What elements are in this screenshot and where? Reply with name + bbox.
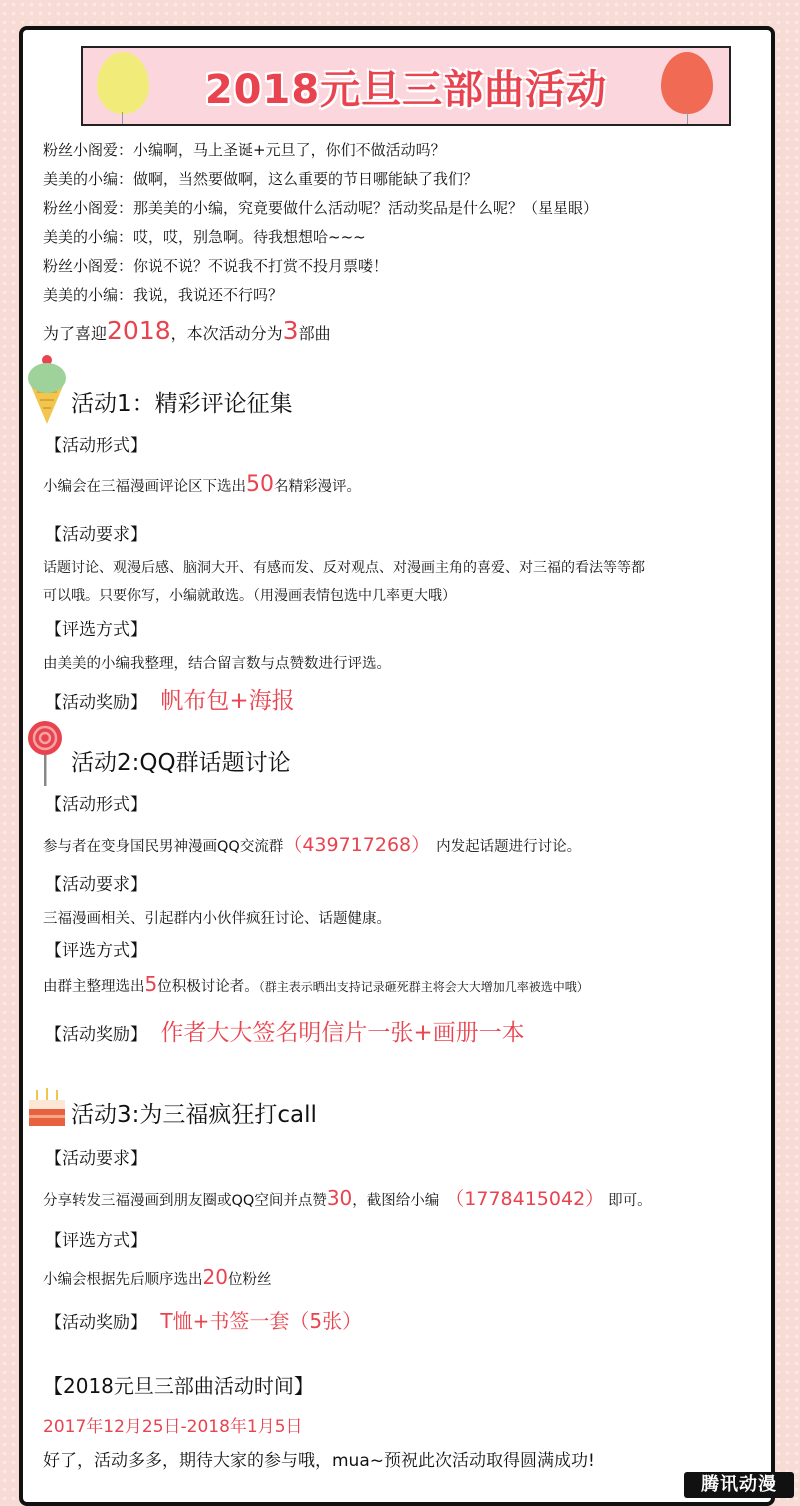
activity1-req-line2: 可以哦。只要你写，小编就敢选。（用漫画表情包选中几率更大哦）: [43, 588, 456, 604]
dialogue-line-1: 粉丝小阁爱：小编啊，马上圣诞+元旦了，你们不做活动吗？: [43, 141, 446, 159]
dialogue-line-5: 粉丝小阁爱：你说不说？不说我不打赏不投月票喽！: [43, 257, 389, 275]
schedule-dates: 2017年12月25日-2018年1月5日: [43, 1417, 303, 1437]
lollipop-icon: [27, 720, 63, 788]
activity1-reward-row: [45, 682, 295, 715]
dialogue-line-3: 粉丝小阁爱：那美美的小编，究竟要做什么活动呢？活动奖品是什么呢？（星星眼）: [43, 199, 599, 217]
activity3-title: 活动3:为三福疯狂打call: [71, 1102, 317, 1128]
activity3-req-pre: 分享转发三福漫画到朋友圈或QQ空间并点赞: [43, 1193, 327, 1209]
page-title: 2018元旦三部曲活动: [204, 67, 608, 113]
activity2-reward: 作者大大签名明信片一张+画册一本: [160, 1020, 525, 1046]
activity3-req-text: [43, 1184, 652, 1211]
activity3-sel-text: [43, 1265, 271, 1289]
schedule-label: 【2018元旦三部曲活动时间】: [43, 1374, 314, 1398]
activity2-reward-row: [45, 1014, 525, 1047]
activity2-req-text: 三福漫画相关、引起群内小伙伴疯狂讨论、话题健康。: [43, 911, 391, 927]
closing-line: 好了，活动多多，期待大家的参与哦，mua~预祝此次活动取得圆满成功!: [43, 1451, 595, 1471]
announcement-card: [19, 26, 775, 1506]
activity2-title: 活动2:QQ群话题讨论: [71, 750, 291, 776]
watermark-text: 腾讯动漫: [701, 1474, 777, 1495]
title-banner: [81, 46, 731, 126]
activity3-req-num: 30: [326, 1186, 353, 1210]
activity2-sel-pre: 由群主整理选出: [43, 979, 145, 995]
watermark-logo: [684, 1472, 794, 1498]
activity1-form-pre: 小编会在三福漫画评论区下选出: [43, 479, 246, 495]
activity1-sel-label: 【评选方式】: [45, 620, 147, 640]
intro-count: 3: [282, 316, 299, 345]
activity3-reward-row: [45, 1305, 362, 1334]
activity3-sel-label: 【评选方式】: [45, 1231, 147, 1251]
activity2-form-num: （439717268）: [283, 834, 431, 856]
dialogue-line-2: 美美的小编：做啊，当然要做啊，这么重要的节日哪能缺了我们？: [43, 170, 479, 188]
activity3-req-post: 即可。: [608, 1193, 652, 1209]
activity3-req-qq: （1778415042）: [445, 1188, 605, 1210]
activity3-sel-post: 位粉丝: [227, 1272, 272, 1288]
intro-post: 部曲: [298, 324, 331, 343]
activity2-sel-num: 5: [144, 972, 158, 996]
activity1-title: 活动1：精彩评论征集: [71, 391, 293, 417]
activity1-reward-label: 【活动奖励】: [45, 693, 147, 713]
activity3-sel-pre: 小编会根据先后顺序选出: [43, 1272, 203, 1288]
activity2-sel-post: 位积极讨论者。: [157, 979, 259, 995]
activity2-sel-note: （群主表示晒出支持记录砸死群主将会大大增加几率被选中哦）: [258, 980, 589, 994]
activity1-form-label: 【活动形式】: [45, 436, 147, 456]
activity2-req-label: 【活动要求】: [45, 875, 147, 895]
intro-pre: 为了喜迎: [43, 324, 108, 343]
intro-line: [43, 316, 331, 345]
activity1-sel-text: 由美美的小编我整理，结合留言数与点赞数进行评选。: [43, 656, 391, 672]
activity2-form-text: [43, 830, 581, 857]
activity3-req-mid: ，截图给小编: [352, 1193, 440, 1209]
activity1-form-text: [43, 472, 361, 497]
activity3-reward-label: 【活动奖励】: [45, 1313, 147, 1333]
activity2-sel-label: 【评选方式】: [45, 941, 147, 961]
dialogue-line-6: 美美的小编：我说，我说还不行吗？: [43, 286, 284, 304]
activity2-reward-label: 【活动奖励】: [45, 1025, 147, 1045]
activity1-req-line1: 话题讨论、观漫后感、脑洞大开、有感而发、反对观点、对漫画主角的喜爱、对三福的看法等等都: [43, 560, 645, 576]
activity3-reward: T恤+书签一套（5张）: [160, 1309, 363, 1333]
activity2-form-pre: 参与者在变身国民男神漫画QQ交流群: [43, 839, 284, 855]
activity2-form-post: 内发起话题进行讨论。: [436, 839, 582, 855]
cake-icon: [26, 1086, 68, 1128]
intro-year: 2018: [107, 316, 171, 345]
activity3-sel-num: 20: [202, 1265, 228, 1289]
ice-cream-icon: [25, 354, 69, 426]
activity1-form-post: 名精彩漫评。: [274, 479, 361, 495]
activity1-form-num: 50: [246, 472, 274, 497]
intro-mid: ，本次活动分为: [170, 324, 283, 343]
activity2-sel-text: [43, 972, 589, 996]
activity1-req-label: 【活动要求】: [45, 525, 147, 545]
activity2-form-label: 【活动形式】: [45, 795, 147, 815]
activity3-req-label: 【活动要求】: [45, 1149, 147, 1169]
dialogue-line-4: 美美的小编：哎，哎，别急啊。待我想想哈~~~: [43, 228, 366, 246]
activity1-reward: 帆布包+海报: [160, 688, 295, 714]
